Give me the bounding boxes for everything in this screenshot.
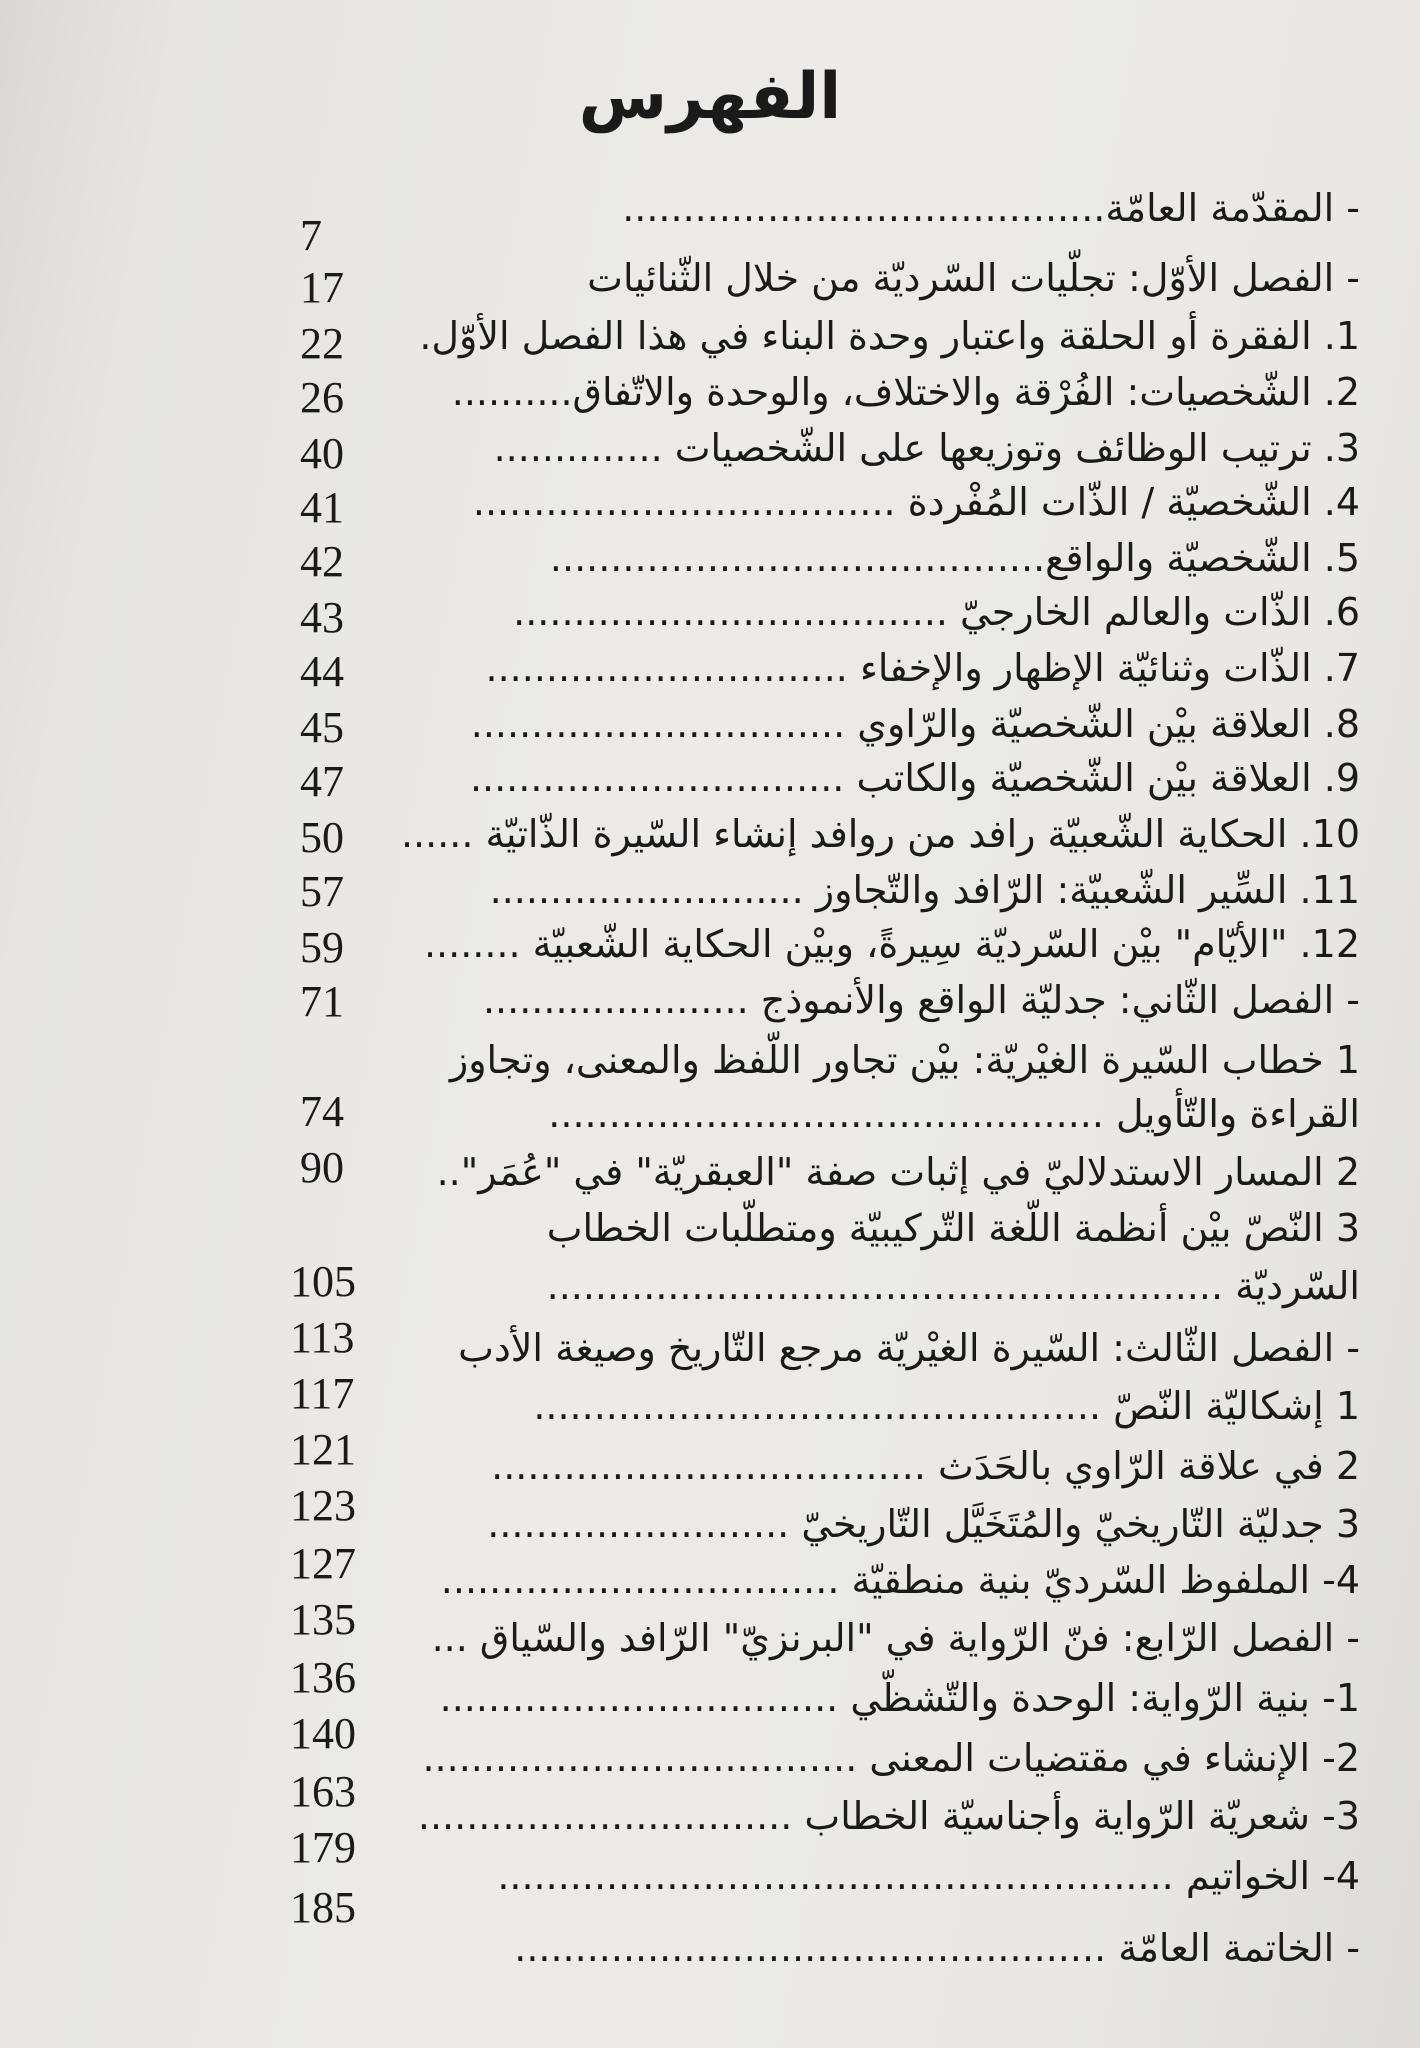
toc-page-number: 22: [300, 319, 344, 368]
toc-entry: 4- الملفوظ السّرديّ بنية منطقيّة .................................: [440, 1558, 1360, 1602]
toc-entry: 1. الفقرة أو الحلقة واعتبار وحدة البناء في هذا الفصل الأوّل.: [419, 314, 1360, 358]
toc-page-number: 74: [300, 1087, 344, 1136]
toc-page-number: 45: [300, 703, 344, 752]
toc-page-number: 185: [290, 1883, 356, 1932]
toc-entry: - الفصل الأوّل: تجلّيات السّرديّة من خلال الثّنائيات: [587, 256, 1360, 300]
toc-entry: 2 في علاقة الرّاوي بالحَدَث ....................................: [491, 1444, 1360, 1488]
toc-page-number: 40: [300, 429, 344, 478]
toc-entry: 9. العلاقة بيْن الشّخصيّة والكاتب ...............................: [469, 756, 1360, 800]
toc-page-number: 43: [300, 593, 344, 642]
toc-entry: السّرديّة ........................................................: [546, 1264, 1360, 1308]
toc-page-number: 136: [290, 1653, 356, 1702]
toc-page-number: 163: [290, 1767, 356, 1816]
toc-page-number: 117: [290, 1369, 355, 1418]
toc-entry: 12. "الأيّام" بيْن السّرديّة سِيرةً، وبيْن الحكاية الشّعبيّة ........: [423, 922, 1360, 966]
toc-entry: 1 إشكاليّة النّصّ ...............................................: [533, 1384, 1360, 1428]
toc-page-number: 26: [300, 373, 344, 422]
toc-entry: 3 النّصّ بيْن أنظمة اللّغة التّركيبيّة ومتطلّبات الخطاب: [546, 1206, 1360, 1250]
toc-entry: 3. ترتيب الوظائف وتوزيعها على الشّخصيات ..............: [493, 426, 1360, 470]
toc-page-number: 59: [300, 923, 344, 972]
toc-entry: 4- الخواتيم ........................................................: [497, 1854, 1360, 1898]
toc-page-number: 179: [290, 1823, 356, 1872]
toc-page-number: 71: [300, 977, 344, 1026]
toc-page-number: 90: [300, 1143, 344, 1192]
toc-entry: 7. الذّات وثنائيّة الإظهار والإخفاء ..............................: [485, 646, 1360, 690]
toc-entry: 5. الشّخصيّة والواقع.........................................: [549, 536, 1360, 580]
toc-entry: 3- شعريّة الرّواية وأجناسيّة الخطاب ...............................: [417, 1794, 1360, 1838]
toc-entry: 6. الذّات والعالم الخارجيّ ....................................: [513, 590, 1360, 634]
toc-entry: 3 جدليّة التّاريخيّ والمُتَخَيَّل التّاريخيّ .........................: [487, 1502, 1360, 1546]
toc-entry: - الخاتمة العامّة .................................................: [514, 1926, 1360, 1970]
toc-page-number: 105: [290, 1257, 356, 1306]
toc-entry: 11. السِّير الشّعبيّة: الرّافد والتّجاوز ..........................: [489, 868, 1360, 912]
toc-page-number: 42: [300, 537, 344, 586]
toc-entry: 10. الحكاية الشّعبيّة رافد من روافد إنشاء السّيرة الذّاتيّة ......: [400, 812, 1360, 856]
toc-entry: 2- الإنشاء في مقتضيات المعنى ....................................: [422, 1736, 1360, 1780]
toc-page-number: 121: [290, 1425, 356, 1474]
toc-page-number: 140: [290, 1709, 356, 1758]
toc-entry: - المقدّمة العامّة........................................: [622, 186, 1360, 230]
toc-entry: - الفصل الرّابع: فنّ الرّواية في "البرنزيّ" الرّافد والسّياق ...: [431, 1616, 1360, 1660]
toc-page-number: 127: [290, 1539, 356, 1588]
page-title: الفهرس: [578, 60, 842, 134]
toc-entry: - الفصل الثّاني: جدليّة الواقع والأنموذج ......................: [482, 978, 1360, 1022]
toc-page-number: 44: [300, 647, 344, 696]
toc-entry: 4. الشّخصيّة / الذّات المُفْردة ...................................: [472, 480, 1360, 524]
toc-entry: 2. الشّخصيات: الفُرْقة والاختلاف، والوحدة والاتّفاق..........: [451, 370, 1360, 414]
toc-entry: 1 خطاب السّيرة الغيْريّة: بيْن تجاور اللّفظ والمعنى، وتجاوز: [449, 1038, 1360, 1082]
toc-page-number: 50: [300, 813, 344, 862]
toc-page-number: 41: [300, 483, 344, 532]
toc-page-number: 123: [290, 1481, 356, 1530]
toc-page-number: 57: [300, 867, 344, 916]
toc-page-number: 135: [290, 1595, 356, 1644]
toc-page-number: 17: [300, 263, 344, 312]
toc-entry: 8. العلاقة بيْن الشّخصيّة والرّاوي ...............................: [470, 702, 1360, 746]
toc-entry: القراءة والتّأويل ..............................................: [548, 1092, 1360, 1136]
toc-entry: - الفصل الثّالث: السّيرة الغيْريّة مرجع التّاريخ وصيغة الأدب: [458, 1326, 1360, 1370]
toc-page-number: 47: [300, 757, 344, 806]
toc-entry: 2 المسار الاستدلاليّ في إثبات صفة "العبقريّة" في "عُمَر"..: [436, 1150, 1360, 1194]
toc-entry: 1- بنية الرّواية: الوحدة والتّشظّي .................................: [439, 1676, 1360, 1720]
toc-page-number: 113: [290, 1313, 355, 1362]
toc-page-number: 7: [300, 211, 322, 260]
